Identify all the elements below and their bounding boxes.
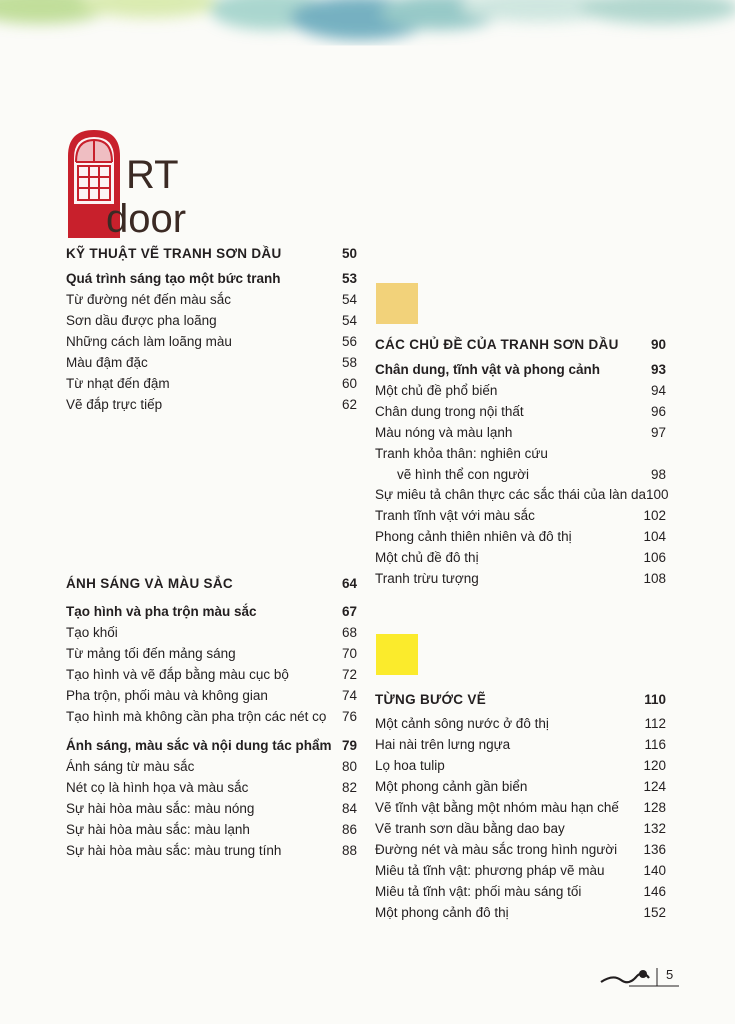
toc-entry-title: Từ nhạt đến đậm: [66, 376, 170, 391]
toc-entry-title: Một cảnh sông nước ở đô thị: [375, 716, 549, 731]
toc-entry-page: 72: [341, 667, 357, 682]
toc-entry: [397, 467, 666, 483]
toc-entry: [66, 292, 357, 308]
toc-entry-page: 90: [650, 337, 666, 352]
toc-entry-page: 102: [643, 508, 666, 523]
toc-entry-page: 116: [644, 737, 666, 752]
toc-entry: [375, 800, 666, 816]
toc-entry: [66, 355, 357, 371]
toc-entry-title: Một phong cảnh đô thị: [375, 905, 509, 920]
toc-entry: [375, 404, 666, 420]
toc-entry: [375, 571, 666, 587]
toc-entry-page: 70: [341, 646, 357, 661]
toc-entry-page: 82: [341, 780, 357, 795]
toc-entry: [66, 397, 357, 413]
toc-entry-title: Sự hài hòa màu sắc: màu nóng: [66, 801, 255, 816]
toc-entry: [375, 383, 666, 399]
toc-entry-page: 98: [650, 467, 666, 482]
toc-entry-title: Một chủ đề đô thị: [375, 550, 479, 565]
toc-entry: [66, 759, 357, 775]
toc-entry-page: 136: [643, 842, 666, 857]
toc-entry-page: 110: [644, 692, 666, 707]
toc-entry: [375, 716, 666, 732]
toc-entry-page: 146: [643, 884, 666, 899]
toc-entry: [375, 529, 666, 545]
toc-entry-page: 76: [341, 709, 357, 724]
toc-entry: [66, 843, 357, 859]
toc-entry: [66, 822, 357, 838]
toc-entry-title: Từ đường nét đến màu sắc: [66, 292, 232, 307]
toc-entry-title: Tạo hình mà không cần pha trộn các nét cọ: [66, 709, 327, 724]
toc-entry-page: 96: [650, 404, 666, 419]
toc-section-heading: [375, 337, 666, 353]
toc-entry: [66, 271, 357, 287]
toc-entry: [375, 863, 666, 879]
toc-entry-page: 54: [341, 292, 357, 307]
toc-entry-page: 84: [341, 801, 357, 816]
toc-entry: [375, 550, 666, 566]
toc-entry-title: KỸ THUẬT VẼ TRANH SƠN DẦU: [66, 246, 282, 261]
toc-entry-page: 58: [341, 355, 357, 370]
toc-entry-page: 106: [643, 550, 666, 565]
toc-entry-page: 97: [650, 425, 666, 440]
logo-rt-text: RT: [126, 153, 179, 197]
toc-entry: [375, 737, 666, 753]
toc-entry-title: Ánh sáng, màu sắc và nội dung tác phẩm: [66, 738, 332, 753]
toc-entry-page: 88: [341, 843, 357, 858]
toc-entry-title: Tạo khối: [66, 625, 118, 640]
toc-entry-page: 94: [650, 383, 666, 398]
toc-entry-page: 86: [341, 822, 357, 837]
toc-entry-page: 93: [650, 362, 666, 377]
toc-entry-page: 60: [341, 376, 357, 391]
toc-entry-title: Miêu tả tĩnh vật: phối màu sáng tối: [375, 884, 582, 899]
toc-entry-title: Quá trình sáng tạo một bức tranh: [66, 271, 281, 286]
toc-entry-title: Hai nài trên lưng ngựa: [375, 737, 511, 752]
toc-entry: [66, 625, 357, 641]
toc-entry-page: 124: [643, 779, 666, 794]
toc-entry-title: Một chủ đề phổ biến: [375, 383, 498, 398]
toc-entry-page: 74: [341, 688, 357, 703]
toc-entry-title: Những cách làm loãng màu: [66, 334, 232, 349]
toc-entry-page: 62: [341, 397, 357, 412]
toc-entry-title: Vẽ đắp trực tiếp: [66, 397, 163, 412]
toc-entry-page: 79: [341, 738, 357, 753]
ochre-swatch: [376, 283, 418, 324]
toc-entry-title: Nét cọ là hình họa và màu sắc: [66, 780, 249, 795]
toc-entry-title: Sự miêu tả chân thực các sắc thái của làn da: [375, 487, 646, 502]
toc-entry: [375, 842, 666, 858]
toc-entry: [66, 801, 357, 817]
toc-section-heading: [66, 246, 357, 262]
toc-entry-title: Tranh tĩnh vật với màu sắc: [375, 508, 535, 523]
toc-entry: [375, 905, 666, 921]
toc-entry: [375, 446, 666, 462]
yellow-swatch: [376, 634, 418, 675]
toc-entry-title: Miêu tả tĩnh vật: phương pháp vẽ màu: [375, 863, 605, 878]
toc-entry-page: 67: [341, 604, 357, 619]
toc-entry-title: Tranh trừu tượng: [375, 571, 479, 586]
toc-entry-page: 152: [643, 905, 666, 920]
toc-section-heading: [66, 576, 357, 592]
toc-entry-title: Một phong cảnh gần biển: [375, 779, 528, 794]
toc-entry: [375, 425, 666, 441]
toc-entry-title: Ánh sáng từ màu sắc: [66, 759, 195, 774]
toc-entry: [375, 758, 666, 774]
toc-entry: [66, 688, 357, 704]
toc-entry-page: 53: [341, 271, 357, 286]
toc-entry-page: 64: [341, 576, 357, 591]
toc-entry: [66, 646, 357, 662]
toc-entry: [66, 780, 357, 796]
toc-entry-page: 120: [643, 758, 666, 773]
toc-section-heading: [375, 692, 666, 708]
toc-entry: [66, 667, 357, 683]
toc-entry-title: Pha trộn, phối màu và không gian: [66, 688, 268, 703]
toc-entry-page: 104: [643, 529, 666, 544]
toc-entry: [375, 362, 666, 378]
toc-entry-page: 108: [643, 571, 666, 586]
toc-entry: [375, 821, 666, 837]
toc-entry-page: 54: [341, 313, 357, 328]
toc-entry-title: Vẽ tĩnh vật bằng một nhóm màu hạn chế: [375, 800, 619, 815]
toc-entry-title: Phong cảnh thiên nhiên và đô thị: [375, 529, 572, 544]
toc-entry-title: TỪNG BƯỚC VẼ: [375, 692, 487, 707]
toc-entry-title: Chân dung, tĩnh vật và phong cảnh: [375, 362, 600, 377]
toc-entry-title: Từ mảng tối đến mảng sáng: [66, 646, 236, 661]
toc-entry-title: vẽ hình thể con người: [397, 467, 529, 482]
toc-entry-title: Sự hài hòa màu sắc: màu lạnh: [66, 822, 250, 837]
toc-entry: [375, 884, 666, 900]
toc-entry-title: Lọ hoa tulip: [375, 758, 445, 773]
art-door-logo: [62, 128, 192, 238]
toc-entry-title: Đường nét và màu sắc trong hình người: [375, 842, 618, 857]
toc-entry: [66, 604, 357, 620]
toc-entry: [66, 376, 357, 392]
toc-entry-page: 56: [341, 334, 357, 349]
toc-entry-title: Chân dung trong nội thất: [375, 404, 524, 419]
toc-entry-title: Sơn dầu được pha loãng: [66, 313, 217, 328]
watercolor-header-decoration: [0, 0, 735, 70]
toc-entry-title: CÁC CHỦ ĐỀ CỦA TRANH SƠN DẦU: [375, 337, 619, 352]
toc-entry-page: 112: [644, 716, 666, 731]
toc-entry-page: 50: [341, 246, 357, 261]
toc-entry-page: 132: [643, 821, 666, 836]
toc-entry-page: 100: [645, 487, 669, 502]
toc-entry: [66, 738, 357, 754]
toc-entry-title: Màu đậm đặc: [66, 355, 148, 370]
toc-entry-title: Sự hài hòa màu sắc: màu trung tính: [66, 843, 282, 858]
toc-entry-page: 80: [341, 759, 357, 774]
toc-entry-title: Tranh khỏa thân: nghiên cứu: [375, 446, 548, 461]
toc-entry-title: Màu nóng và màu lạnh: [375, 425, 513, 440]
toc-entry-page: 128: [643, 800, 666, 815]
toc-entry-page: 68: [341, 625, 357, 640]
page-number: 5: [666, 967, 674, 982]
toc-entry-title: Vẽ tranh sơn dầu bằng dao bay: [375, 821, 565, 836]
logo-door-text: door: [106, 197, 187, 238]
toc-entry-title: Tạo hình và vẽ đắp bằng màu cục bộ: [66, 667, 289, 682]
toc-entry-page: 140: [643, 863, 666, 878]
toc-entry: [66, 334, 357, 350]
toc-entry: [66, 313, 357, 329]
toc-entry-title: Tạo hình và pha trộn màu sắc: [66, 604, 257, 619]
toc-entry: [375, 508, 666, 524]
toc-entry: [66, 709, 357, 725]
toc-entry: [375, 779, 666, 795]
toc-entry: [375, 487, 669, 503]
toc-entry-title: ÁNH SÁNG VÀ MÀU SẮC: [66, 576, 233, 591]
